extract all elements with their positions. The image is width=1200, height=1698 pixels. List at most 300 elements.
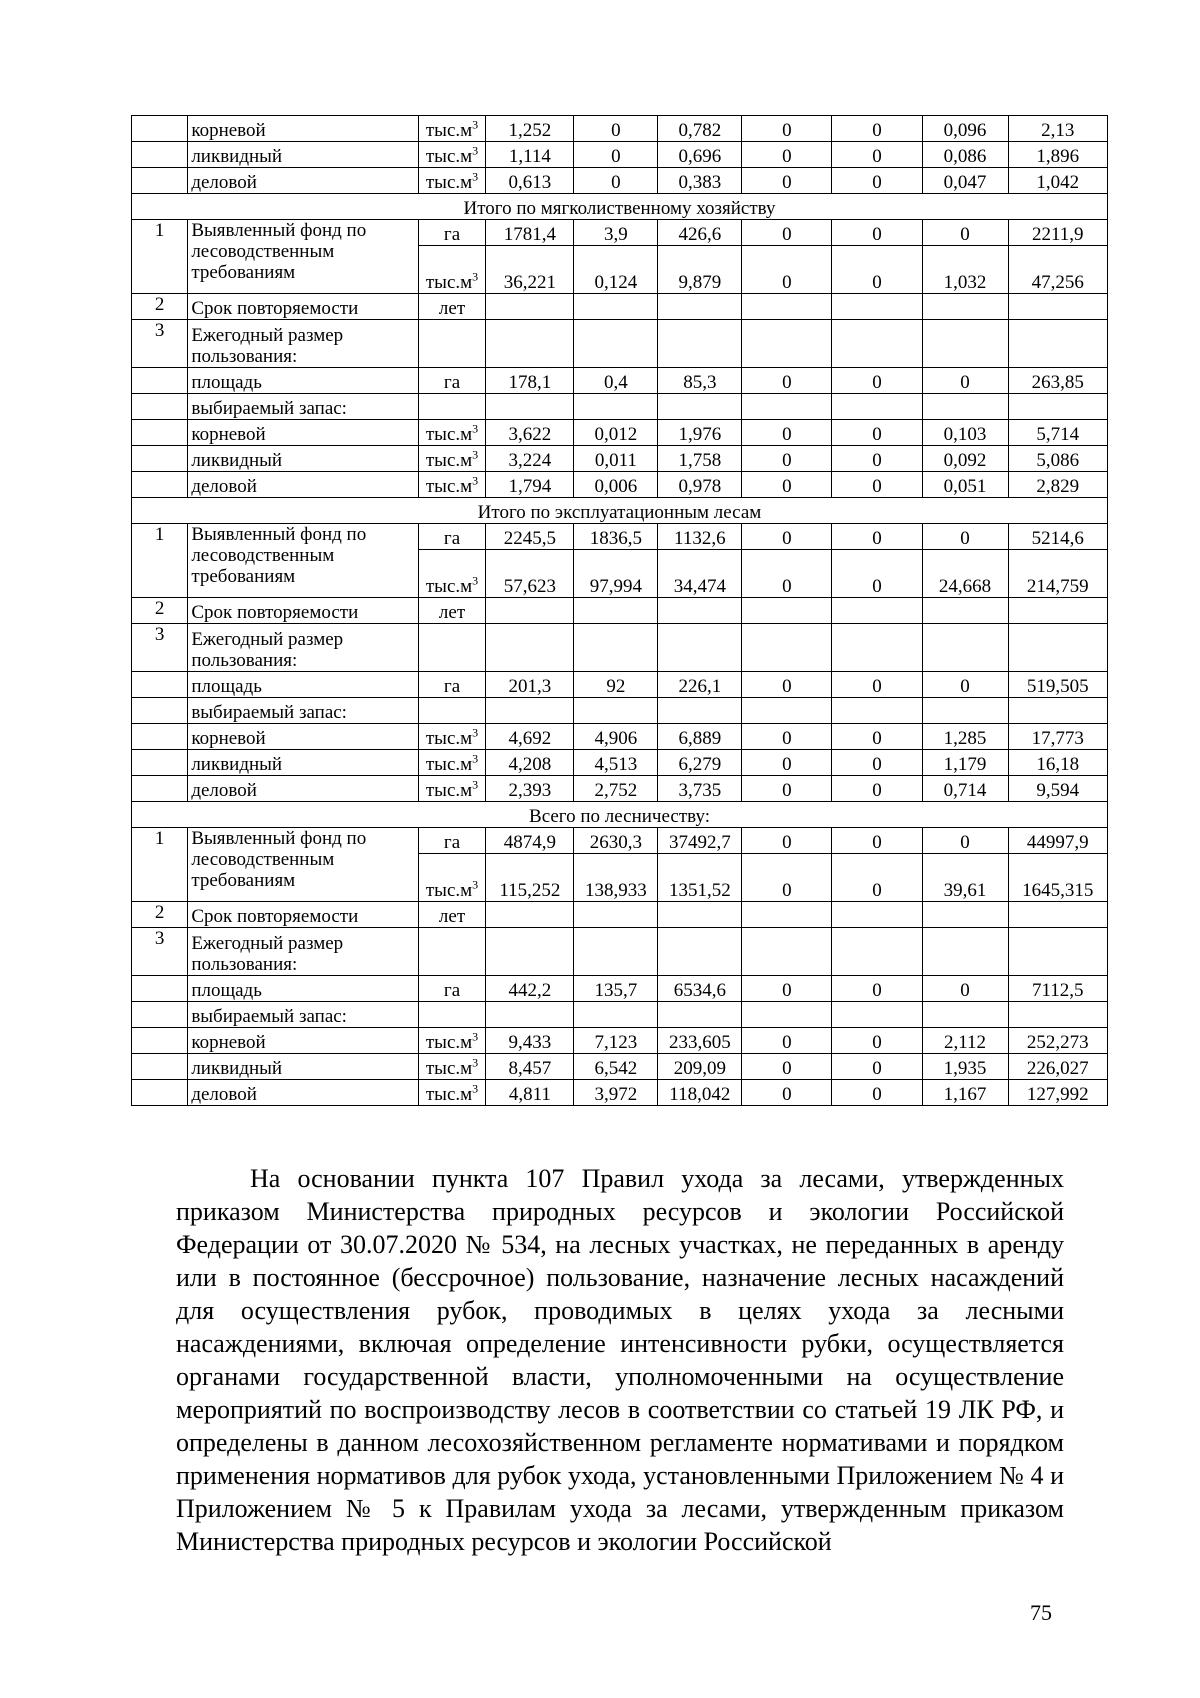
empty-cell <box>922 624 1008 672</box>
table-row <box>132 928 1108 976</box>
value-cell: 0,978 <box>658 472 742 498</box>
value-cell: 0 <box>832 1080 922 1106</box>
value-cell: 0 <box>922 672 1008 698</box>
row-name: корневой <box>188 420 418 446</box>
value-cell: 0 <box>832 1054 922 1080</box>
value-cell <box>486 598 574 624</box>
value-cell: 1,042 <box>1008 168 1107 194</box>
unit-cell <box>418 294 486 320</box>
value-cell: 0,096 <box>922 116 1008 142</box>
value-cell: 0 <box>742 828 832 854</box>
value-cell: 9,594 <box>1008 776 1107 802</box>
unit-text: лет <box>438 602 466 623</box>
table-row <box>132 828 1108 854</box>
value-cell: 1,794 <box>486 472 574 498</box>
forest-use-table <box>131 115 1108 1106</box>
empty-cell <box>574 928 658 976</box>
unit-text: тыс.м <box>425 476 473 497</box>
value-cell: 118,042 <box>658 1080 742 1106</box>
unit-exponent: 3 <box>472 1081 479 1096</box>
value-cell: 7,123 <box>574 1028 658 1054</box>
row-name: ликвидный <box>188 142 418 168</box>
section-title: Итого по эксплуатационным лесам <box>132 498 1108 524</box>
value-cell <box>658 598 742 624</box>
value-cell: 0,124 <box>574 246 658 294</box>
table-row <box>132 776 1108 802</box>
value-cell: 0,782 <box>658 116 742 142</box>
row-number <box>132 368 188 394</box>
value-cell <box>574 598 658 624</box>
value-cell: 24,668 <box>922 550 1008 598</box>
unit-cell: га <box>418 828 486 854</box>
value-cell: 5,086 <box>1008 446 1107 472</box>
value-cell: 0 <box>742 524 832 550</box>
unit-cell <box>418 1054 486 1080</box>
value-cell <box>486 902 574 928</box>
value-cell: 0 <box>832 220 922 246</box>
value-cell: 0 <box>742 750 832 776</box>
value-cell: 4,811 <box>486 1080 574 1106</box>
table-body <box>132 116 1108 1106</box>
unit-text: тыс.м <box>425 272 473 293</box>
row-number <box>132 698 188 724</box>
row-name: корневой <box>188 116 418 142</box>
row-number <box>132 672 188 698</box>
row-number <box>132 420 188 446</box>
unit-text: тыс.м <box>425 1084 473 1105</box>
empty-cell <box>418 624 486 672</box>
empty-cell <box>832 320 922 368</box>
value-cell: 0 <box>832 116 922 142</box>
empty-cell <box>486 928 574 976</box>
unit-cell <box>418 976 486 1002</box>
value-cell: 1,758 <box>658 446 742 472</box>
value-cell: 36,221 <box>486 246 574 294</box>
unit-text: тыс.м <box>425 880 473 901</box>
value-cell: 16,18 <box>1008 750 1107 776</box>
table-row <box>132 472 1108 498</box>
empty-cell <box>1008 394 1107 420</box>
unit-text: лет <box>438 298 466 319</box>
value-cell: 3,735 <box>658 776 742 802</box>
empty-cell <box>486 1002 574 1028</box>
value-cell: 0 <box>742 168 832 194</box>
table-row <box>132 672 1108 698</box>
unit-exponent: 3 <box>472 777 479 792</box>
row-number <box>132 394 188 420</box>
unit-cell <box>418 776 486 802</box>
row-name: корневой <box>188 1028 418 1054</box>
unit-cell <box>418 672 486 698</box>
value-cell: 2,112 <box>922 1028 1008 1054</box>
value-cell <box>658 294 742 320</box>
value-cell: 0 <box>832 472 922 498</box>
unit-exponent: 3 <box>472 117 479 132</box>
table-row <box>132 394 1108 420</box>
row-name: ликвидный <box>188 1054 418 1080</box>
unit-exponent: 3 <box>472 421 479 436</box>
value-cell: 4874,9 <box>486 828 574 854</box>
row-name: Срок повторяемости <box>188 294 418 320</box>
value-cell: 0,103 <box>922 420 1008 446</box>
value-cell: 2,13 <box>1008 116 1107 142</box>
unit-cell <box>418 550 486 598</box>
value-cell <box>658 902 742 928</box>
empty-cell <box>1008 1002 1107 1028</box>
unit-text: га <box>443 676 461 697</box>
empty-cell <box>922 928 1008 976</box>
empty-cell <box>418 320 486 368</box>
unit-text: тыс.м <box>425 576 473 597</box>
value-cell <box>486 294 574 320</box>
unit-exponent: 3 <box>472 573 479 588</box>
value-cell: 1836,5 <box>574 524 658 550</box>
value-cell: 233,605 <box>658 1028 742 1054</box>
row-name: Выявленный фонд по лесоводственным требованиям <box>188 828 418 902</box>
empty-cell <box>742 1002 832 1028</box>
row-name: выбираемый запас: <box>188 394 418 420</box>
unit-exponent: 3 <box>472 725 479 740</box>
unit-cell <box>418 168 486 194</box>
section-title: Итого по мягколиственному хозяйству <box>132 194 1108 220</box>
unit-text: га <box>443 372 461 393</box>
value-cell: 0 <box>742 724 832 750</box>
empty-cell <box>658 320 742 368</box>
value-cell: 0 <box>574 142 658 168</box>
value-cell: 0 <box>832 828 922 854</box>
empty-cell <box>486 698 574 724</box>
value-cell: 135,7 <box>574 976 658 1002</box>
row-number <box>132 724 188 750</box>
table-row <box>132 1080 1108 1106</box>
value-cell: 2630,3 <box>574 828 658 854</box>
row-name: деловой <box>188 472 418 498</box>
value-cell: 0 <box>574 116 658 142</box>
value-cell: 209,09 <box>658 1054 742 1080</box>
value-cell: 97,994 <box>574 550 658 598</box>
value-cell: 6,889 <box>658 724 742 750</box>
table-row <box>132 598 1108 624</box>
unit-text: тыс.м <box>425 728 473 749</box>
row-number: 1 <box>132 524 188 598</box>
empty-cell <box>742 624 832 672</box>
unit-text: тыс.м <box>425 1032 473 1053</box>
row-name: ликвидный <box>188 446 418 472</box>
unit-text: тыс.м <box>425 450 473 471</box>
value-cell <box>922 598 1008 624</box>
value-cell: 8,457 <box>486 1054 574 1080</box>
unit-text: тыс.м <box>425 780 473 801</box>
row-name: Ежегодный размер пользования: <box>188 928 418 976</box>
value-cell <box>1008 598 1107 624</box>
value-cell: 3,972 <box>574 1080 658 1106</box>
empty-cell <box>574 320 658 368</box>
unit-exponent: 3 <box>472 143 479 158</box>
value-cell: 0 <box>742 776 832 802</box>
value-cell: 57,623 <box>486 550 574 598</box>
value-cell: 138,933 <box>574 854 658 902</box>
value-cell: 0,4 <box>574 368 658 394</box>
table-row <box>132 750 1108 776</box>
value-cell: 1132,6 <box>658 524 742 550</box>
unit-text: тыс.м <box>425 120 473 141</box>
value-cell <box>832 902 922 928</box>
value-cell: 5214,6 <box>1008 524 1107 550</box>
table-row <box>132 624 1108 672</box>
unit-cell <box>418 420 486 446</box>
value-cell: 426,6 <box>658 220 742 246</box>
unit-cell <box>418 854 486 902</box>
empty-cell <box>574 624 658 672</box>
empty-cell <box>1008 320 1107 368</box>
value-cell <box>742 294 832 320</box>
value-cell: 92 <box>574 672 658 698</box>
value-cell: 85,3 <box>658 368 742 394</box>
table-row <box>132 724 1108 750</box>
value-cell: 6,279 <box>658 750 742 776</box>
value-cell: 6534,6 <box>658 976 742 1002</box>
value-cell: 0,613 <box>486 168 574 194</box>
value-cell <box>1008 294 1107 320</box>
value-cell: 37492,7 <box>658 828 742 854</box>
value-cell: 0,012 <box>574 420 658 446</box>
value-cell: 3,224 <box>486 446 574 472</box>
unit-text: лет <box>438 906 466 927</box>
value-cell: 1645,315 <box>1008 854 1107 902</box>
value-cell: 0 <box>922 524 1008 550</box>
value-cell: 0 <box>742 472 832 498</box>
table-row <box>132 698 1108 724</box>
value-cell: 0 <box>832 672 922 698</box>
unit-exponent: 3 <box>472 751 479 766</box>
unit-cell <box>418 446 486 472</box>
empty-cell <box>486 394 574 420</box>
value-cell: 0 <box>742 1028 832 1054</box>
table-row <box>132 220 1108 246</box>
value-cell: 0 <box>832 724 922 750</box>
value-cell: 1,114 <box>486 142 574 168</box>
value-cell: 0 <box>832 368 922 394</box>
value-cell: 2211,9 <box>1008 220 1107 246</box>
value-cell: 0 <box>742 1054 832 1080</box>
row-number <box>132 1002 188 1028</box>
value-cell: 0 <box>832 1028 922 1054</box>
row-number: 3 <box>132 624 188 672</box>
value-cell: 2,393 <box>486 776 574 802</box>
empty-cell <box>922 1002 1008 1028</box>
table-row <box>132 142 1108 168</box>
value-cell: 44997,9 <box>1008 828 1107 854</box>
value-cell <box>742 902 832 928</box>
table-row <box>132 420 1108 446</box>
value-cell: 0 <box>832 524 922 550</box>
value-cell: 0,092 <box>922 446 1008 472</box>
value-cell <box>742 598 832 624</box>
value-cell: 0 <box>742 1080 832 1106</box>
unit-text: га <box>443 980 461 1001</box>
value-cell <box>922 294 1008 320</box>
value-cell: 0 <box>832 550 922 598</box>
value-cell: 0 <box>922 368 1008 394</box>
row-number <box>132 472 188 498</box>
row-name: выбираемый запас: <box>188 698 418 724</box>
section-header-row <box>132 498 1108 524</box>
empty-cell <box>418 698 486 724</box>
value-cell: 1,976 <box>658 420 742 446</box>
value-cell: 2,829 <box>1008 472 1107 498</box>
row-name: Ежегодный размер пользования: <box>188 320 418 368</box>
row-name: деловой <box>188 776 418 802</box>
row-name: ликвидный <box>188 750 418 776</box>
unit-cell <box>418 750 486 776</box>
value-cell: 17,773 <box>1008 724 1107 750</box>
unit-cell <box>418 1028 486 1054</box>
value-cell: 6,542 <box>574 1054 658 1080</box>
value-cell: 0 <box>742 368 832 394</box>
empty-cell <box>832 1002 922 1028</box>
empty-cell <box>418 928 486 976</box>
unit-text: тыс.м <box>425 424 473 445</box>
value-cell: 1,285 <box>922 724 1008 750</box>
empty-cell <box>486 320 574 368</box>
unit-cell <box>418 116 486 142</box>
unit-exponent: 3 <box>472 473 479 488</box>
empty-cell <box>1008 624 1107 672</box>
value-cell: 9,879 <box>658 246 742 294</box>
value-cell: 0,696 <box>658 142 742 168</box>
value-cell: 34,474 <box>658 550 742 598</box>
value-cell: 1781,4 <box>486 220 574 246</box>
unit-exponent: 3 <box>472 447 479 462</box>
value-cell <box>1008 902 1107 928</box>
empty-cell <box>922 394 1008 420</box>
table-row <box>132 294 1108 320</box>
value-cell: 7112,5 <box>1008 976 1107 1002</box>
row-number: 1 <box>132 220 188 294</box>
value-cell: 2,752 <box>574 776 658 802</box>
unit-text: тыс.м <box>425 754 473 775</box>
row-number <box>132 116 188 142</box>
table-row <box>132 168 1108 194</box>
row-name: деловой <box>188 1080 418 1106</box>
value-cell: 1,179 <box>922 750 1008 776</box>
value-cell: 0 <box>742 420 832 446</box>
value-cell: 0 <box>832 420 922 446</box>
body-paragraph: На основании пункта 107 Правил ухода за лесами, утвержденных приказом Министерства природных ресурсов и экологии Российской Федерации от 30.07.2020 № 534, на лесных участках, не переданных в аренду или в постоянное (бессрочное) пользование, назначение лесных насаждений для осуществления рубок, проводимых в целях ухода за лесными насаждениями, включая определение интенсивности рубки, осуществляется органами государственной власти, уполномоченными на осуществление мероприятий по воспроизводству лесов в соответствии со статьей 19 ЛК РФ, и определены в данном лесохозяйственном регламенте нормативами и порядком применения нормативов для рубок ухода, установленными Приложением № 4 и Приложением № 5 к Правилам ухода за лесами, утвержденным приказом Министерства природных ресурсов и экологии Российской <box>176 1164 1064 1556</box>
value-cell: 0 <box>742 142 832 168</box>
value-cell: 0 <box>742 672 832 698</box>
value-cell: 0 <box>922 976 1008 1002</box>
value-cell: 3,622 <box>486 420 574 446</box>
unit-cell <box>418 472 486 498</box>
row-number <box>132 1028 188 1054</box>
value-cell: 201,3 <box>486 672 574 698</box>
row-name: площадь <box>188 368 418 394</box>
value-cell: 1,032 <box>922 246 1008 294</box>
unit-cell <box>418 142 486 168</box>
value-cell: 0 <box>832 854 922 902</box>
row-number <box>132 446 188 472</box>
empty-cell <box>658 394 742 420</box>
row-number <box>132 776 188 802</box>
table-row <box>132 1054 1108 1080</box>
row-number: 2 <box>132 294 188 320</box>
value-cell: 226,027 <box>1008 1054 1107 1080</box>
value-cell: 0,051 <box>922 472 1008 498</box>
empty-cell <box>486 624 574 672</box>
value-cell: 214,759 <box>1008 550 1107 598</box>
row-name: Срок повторяемости <box>188 902 418 928</box>
unit-cell <box>418 724 486 750</box>
unit-exponent: 3 <box>472 169 479 184</box>
row-number: 3 <box>132 928 188 976</box>
page-number: 75 <box>1030 1600 1052 1625</box>
row-number <box>132 750 188 776</box>
section-header-row <box>132 194 1108 220</box>
value-cell: 0 <box>832 246 922 294</box>
value-cell: 0 <box>832 168 922 194</box>
value-cell: 3,9 <box>574 220 658 246</box>
unit-cell <box>418 902 486 928</box>
empty-cell <box>658 698 742 724</box>
unit-exponent: 3 <box>472 877 479 892</box>
value-cell: 5,714 <box>1008 420 1107 446</box>
row-number <box>132 142 188 168</box>
empty-cell <box>742 928 832 976</box>
value-cell: 226,1 <box>658 672 742 698</box>
empty-cell <box>658 1002 742 1028</box>
value-cell: 9,433 <box>486 1028 574 1054</box>
value-cell: 0 <box>832 750 922 776</box>
row-name: корневой <box>188 724 418 750</box>
value-cell: 0 <box>832 976 922 1002</box>
unit-cell <box>418 246 486 294</box>
table-row <box>132 902 1108 928</box>
value-cell <box>574 902 658 928</box>
unit-cell <box>418 598 486 624</box>
value-cell: 1,167 <box>922 1080 1008 1106</box>
empty-cell <box>742 698 832 724</box>
row-name: Выявленный фонд по лесоводственным требованиям <box>188 524 418 598</box>
value-cell: 0 <box>742 116 832 142</box>
value-cell: 4,906 <box>574 724 658 750</box>
unit-text: тыс.м <box>425 172 473 193</box>
unit-cell <box>418 1080 486 1106</box>
value-cell: 0,383 <box>658 168 742 194</box>
empty-cell <box>658 928 742 976</box>
unit-text: тыс.м <box>425 146 473 167</box>
empty-cell <box>574 698 658 724</box>
unit-text: тыс.м <box>425 1058 473 1079</box>
value-cell: 0 <box>832 776 922 802</box>
value-cell: 0 <box>742 854 832 902</box>
unit-cell: га <box>418 524 486 550</box>
value-cell: 0,047 <box>922 168 1008 194</box>
row-number: 1 <box>132 828 188 902</box>
value-cell: 4,208 <box>486 750 574 776</box>
row-number: 3 <box>132 320 188 368</box>
row-number <box>132 1054 188 1080</box>
value-cell: 0 <box>832 142 922 168</box>
value-cell: 519,505 <box>1008 672 1107 698</box>
value-cell: 0,086 <box>922 142 1008 168</box>
unit-cell <box>418 368 486 394</box>
value-cell <box>832 294 922 320</box>
empty-cell <box>922 698 1008 724</box>
value-cell: 0,011 <box>574 446 658 472</box>
unit-exponent: 3 <box>472 269 479 284</box>
value-cell: 252,273 <box>1008 1028 1107 1054</box>
